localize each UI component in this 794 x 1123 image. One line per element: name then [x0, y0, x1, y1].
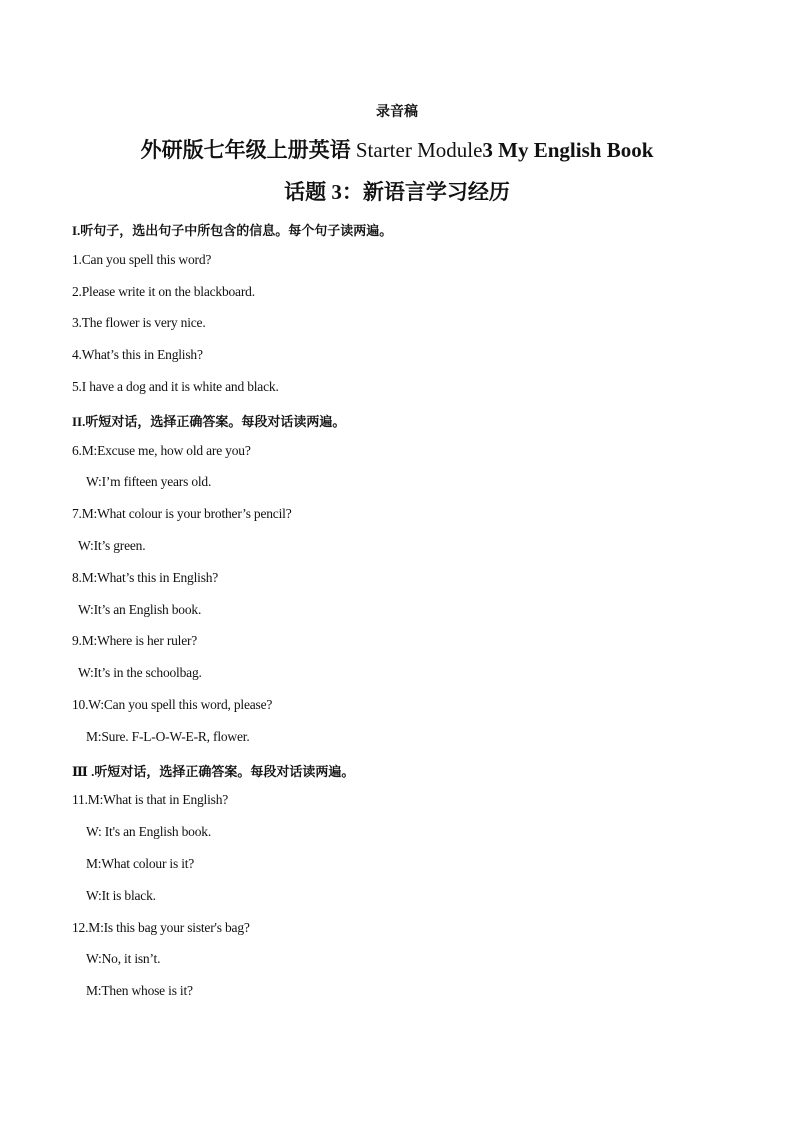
section-heading-2: II.听短对话，选择正确答案。每段对话读两遍。: [72, 414, 346, 429]
sentence-item-2: 2.Please write it on the blackboard.: [72, 284, 255, 299]
transcript-label: 录音稿: [376, 105, 418, 120]
dialogue-item-11-reply-3: W:It is black.: [86, 888, 156, 903]
dialogue-item-11: 11.M:What is that in English?: [72, 792, 229, 807]
sentence-item-5: 5.I have a dog and it is white and black.: [72, 379, 279, 394]
dialogue-item-11-reply-2: M:What colour is it?: [86, 856, 195, 871]
dialogue-item-8-reply: W:It’s an English book.: [78, 602, 202, 617]
dialogue-item-7-reply: W:It’s green.: [78, 538, 146, 553]
title-chinese: 外研版七年级上册英语: [140, 138, 351, 162]
dialogue-item-7: 7.M:What colour is your brother’s pencil?: [72, 506, 292, 521]
dialogue-item-12-reply-1: W:No, it isn’t.: [86, 951, 161, 966]
dialogue-item-12-reply-2: M:Then whose is it?: [86, 983, 193, 998]
document-subtitle: 话题 3：新语言学习经历: [284, 180, 510, 204]
sentence-item-4: 4.What’s this in English?: [72, 347, 203, 362]
title-module-name: 3 My English Book: [482, 138, 654, 162]
dialogue-item-8: 8.M:What’s this in English?: [72, 570, 219, 585]
dialogue-item-12: 12.M:Is this bag your sister's bag?: [72, 920, 250, 935]
dialogue-item-10: 10.W:Can you spell this word, please?: [72, 697, 273, 712]
dialogue-item-6-reply: W:I’m fifteen years old.: [86, 474, 212, 489]
dialogue-item-11-reply-1: W: It's an English book.: [86, 824, 211, 839]
section-heading-1: I.听句子，选出句子中所包含的信息。每个句子读两遍。: [72, 223, 393, 238]
dialogue-item-9: 9.M:Where is her ruler?: [72, 633, 198, 648]
dialogue-item-6: 6.M:Excuse me, how old are you?: [72, 443, 251, 458]
sentence-item-3: 3.The flower is very nice.: [72, 315, 206, 330]
dialogue-item-10-reply: M:Sure. F-L-O-W-E-R, flower.: [86, 729, 250, 744]
title-module-prefix: Starter Module: [350, 138, 483, 162]
sentence-item-1: 1.Can you spell this word?: [72, 252, 212, 267]
document-title: [0, 134, 794, 164]
section-heading-3: Ⅲ .听短对话，选择正确答案。每段对话读两遍。: [72, 764, 355, 779]
dialogue-item-9-reply: W:It’s in the schoolbag.: [78, 665, 202, 680]
